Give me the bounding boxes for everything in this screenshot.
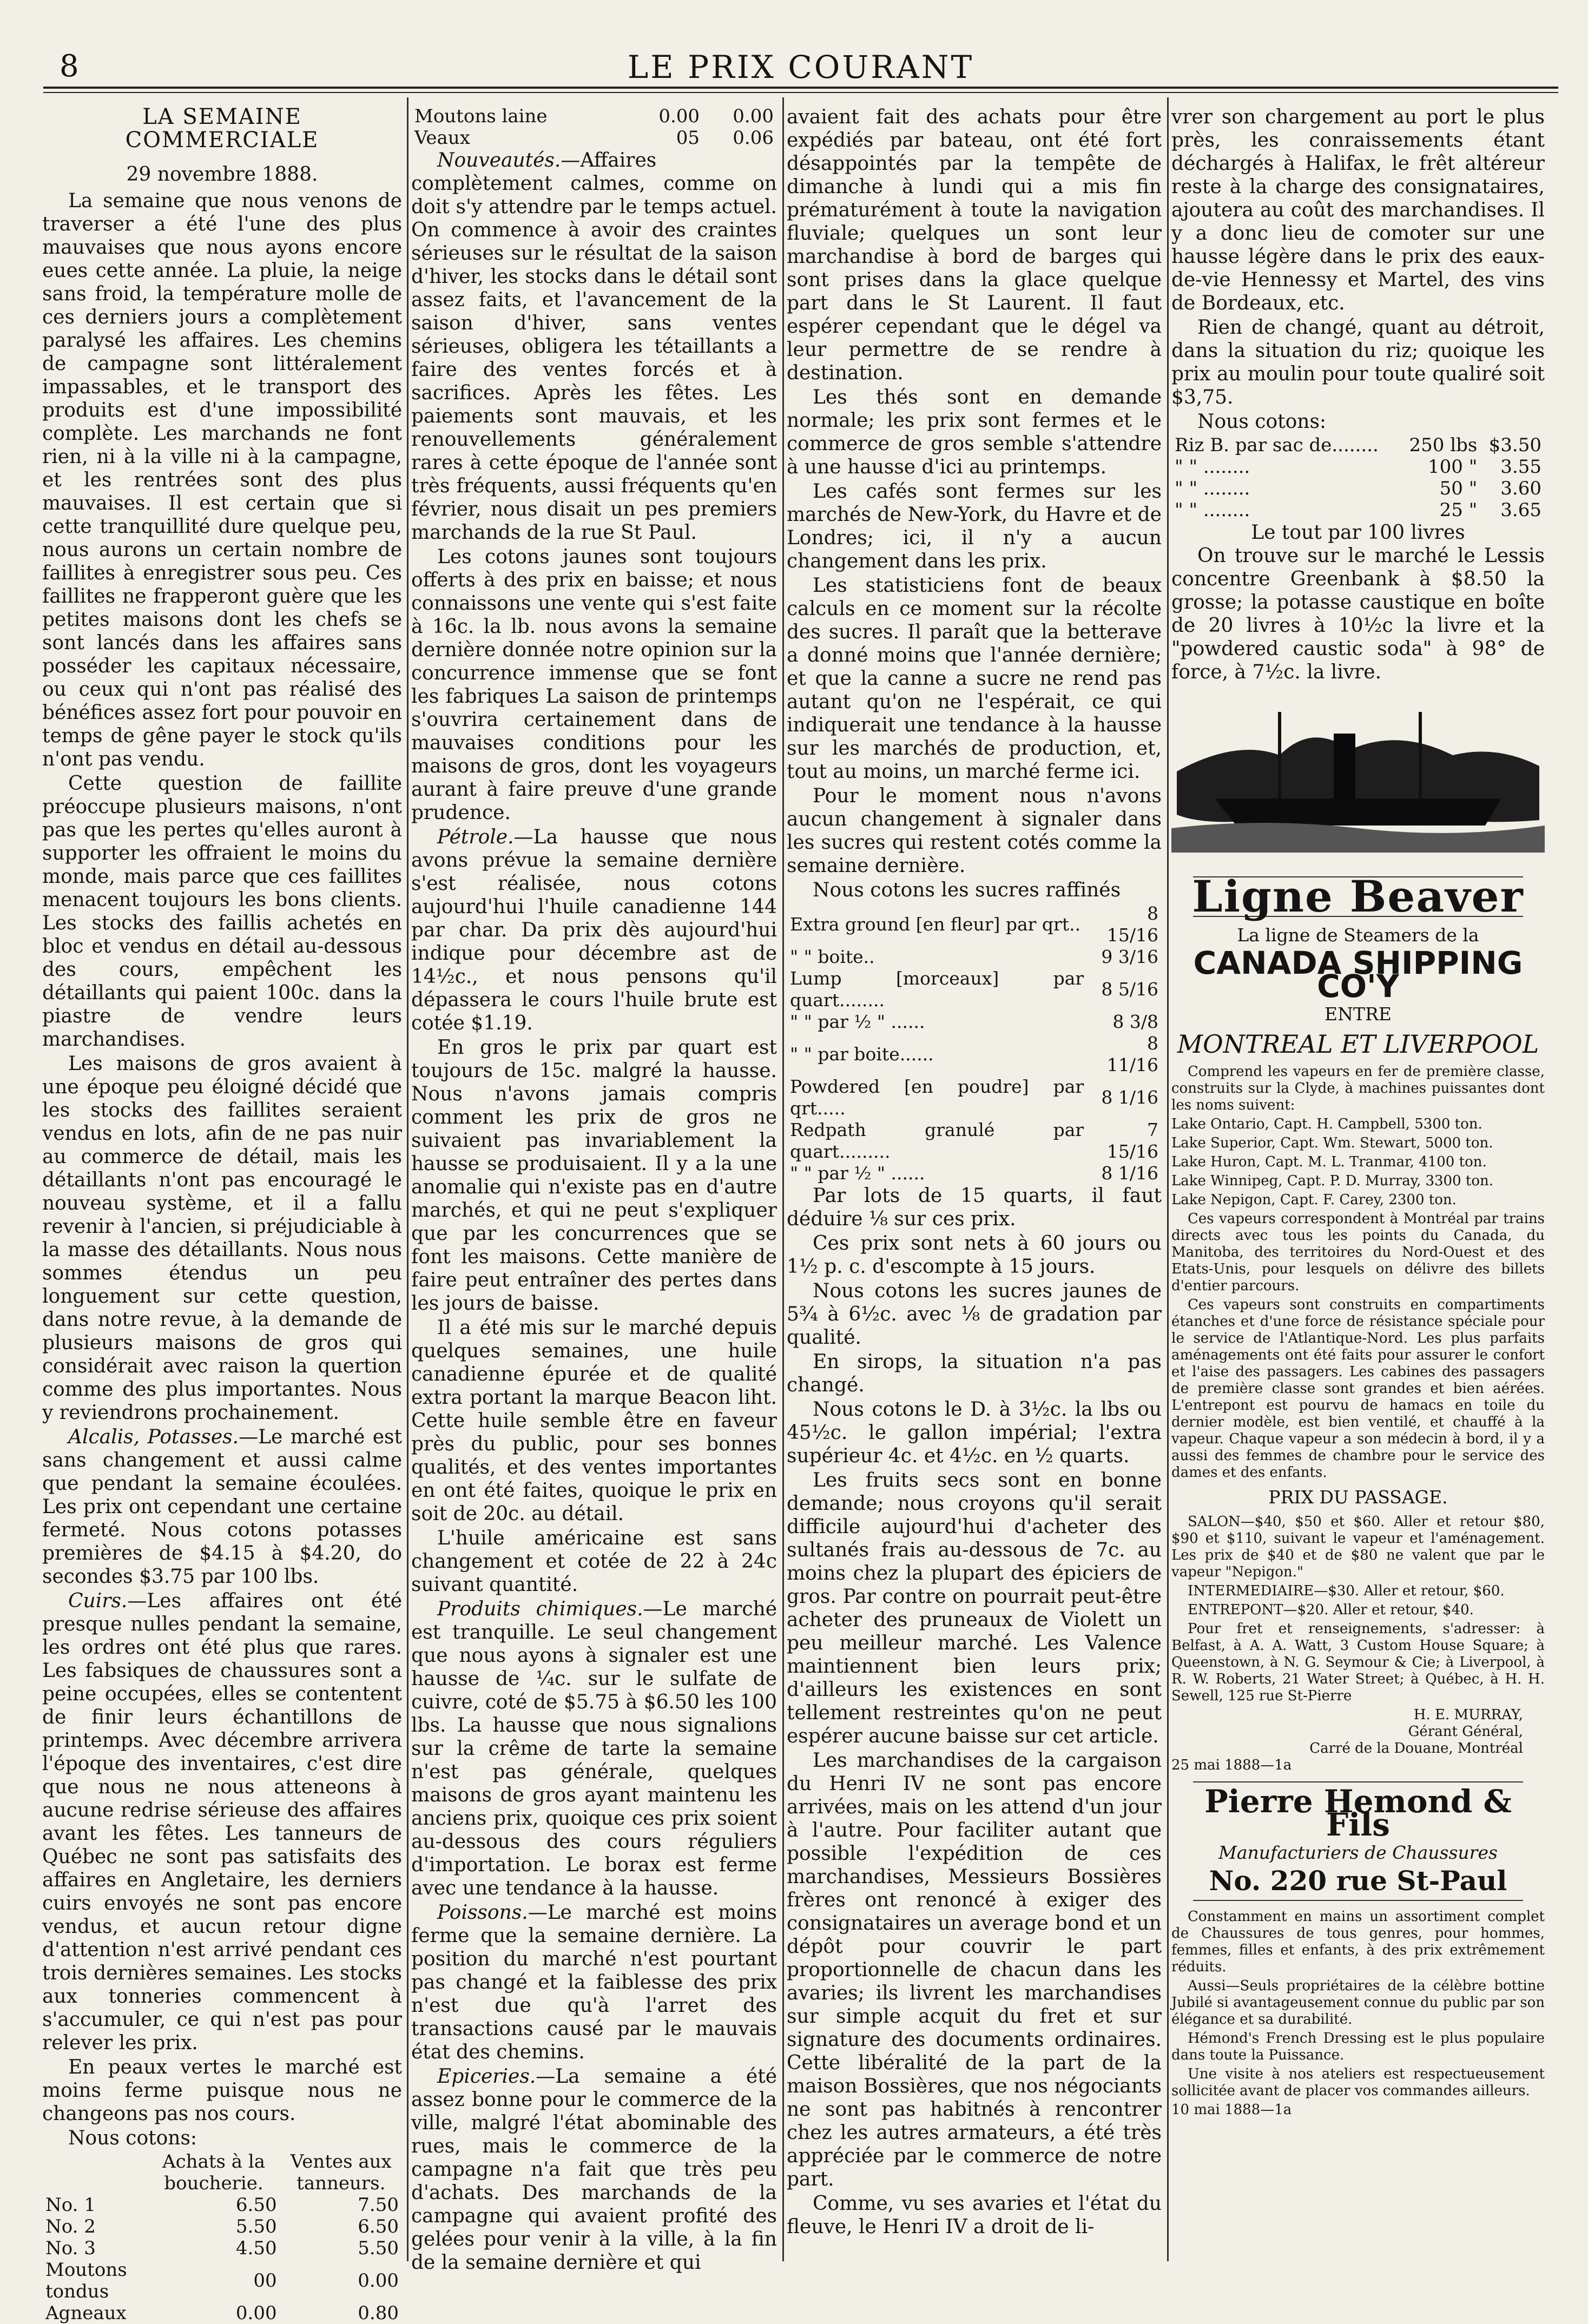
header-rule (43, 87, 1558, 93)
section-lead: Alcalis, Potasses. (68, 1426, 239, 1448)
paragraph: La semaine que nous venons de traverser a été l'une des plus mauvaises que nous ayons encore eues cette année. La pluie, la neige sans froid, la température molle de ces derniers jours a complètement paralysé les affaires. Les chemins de campagne sont littéralement impassables, et le transport des produits est d'une impossibilité complète. Les marchands ne font rien, ni à la ville ni à la campagne, et les rentrées sont des plus mauvaises. Il est certain que si cette tranquillité dure quelque peu, nous aurons un certain nombre de faillites à enregistrer sous peu. Ces faillites ne frapperont guère que les petites maisons dont les chefs se sont lancés dans les affaires sans posséder les capitaux nécessaire, ou ceux qui n'ont pas réalisé des bénéfices assez fort pour pouvoir en temps de gêne payer le stock qu'ils n'ont pas vendu. (42, 190, 402, 770)
paragraph: Les marchandises de la cargaison du Henri IV ne sont pas encore arrivées, mais on les attend d'un jour à l'autre. Pour faciliter autant que possible l'expédition de ces marchandises, Messieurs Bossières frères ont renoncé à exiger des consignataires un average bond et un dépôt pour couvrir le part proportionnelle de chacun dans les avaries; ils livrent les marchandises sur simple acquit du fret et sur signature des documents ordinaires. Cette libéralité de la part de la maison Bossières, que nos négociants ne sont pas habitnés à rencontrer chez les autres armateurs, a été très appréciée par le commerce de notre part. (787, 1749, 1162, 2190)
paragraph: Les maisons de gros avaient à une époque peu éloigné décidé que les stocks des faillites seraient vendus en lots, afin de ne pas nuir au commerce de détail, mais les détaillants n'ont pas encouragé le nouveau système, et il a fallu revenir à l'ancien, si préjudiciable à la masse des détaillants. Nous nous sommes étendus un peu longuement sur cette question, dans notre revue, à la demande de plusieurs maisons de gros qui considérait avec raison la quertion comme des plus importantes. Nous y reviendrons prochainement. (42, 1053, 402, 1424)
paragraph: Il a été mis sur le marché depuis quelques semaines, une huile canadienne épurée et de qualité extra portant la marque Beacon liht. Cette huile semble être en faveur près du public, pour ses bonnes qualités, et des ventes importantes en ont été faites, quoique le prix en soit de 20c. au détail. (411, 1317, 777, 1525)
hides-price-table (42, 2151, 402, 2324)
table-row: " " par ½ " ...... 8 1/16 (790, 1163, 1158, 1184)
hemond-address: No. 220 rue St-Paul (1209, 1865, 1507, 1897)
table-row: " " par ½ " ...... 8 3/8 (790, 1011, 1158, 1032)
paragraph: Cette question de faillite préoccupe plusieurs maisons, n'ont pas que les pertes qu'elles auront à supporter les offraient le moins du monde, mais parce que ces faillites menacent toujours les bons clients. Les stocks des faillis achetés en bloc et vendus en détail au-dessous des cours, empêchent les détaillants qui paient 100c. dans la piastre de vendre leurs marchandises. (42, 773, 402, 1051)
paragraph: avaient fait des achats pour être expédiés par bateau, ont été fort désappointés par la tempête de dimanche à lundi qui a mis fin prématurément à toute la navigation fluviale; quelques un sont leur marchandise à bord de barges qui sont prises dans la glace quelque part dans le St Laurent. Il faut espérer cependant que le dégel va leur permettre de se rendre à destination. (787, 106, 1162, 384)
paragraph: Nous cotons: (1197, 411, 1327, 433)
paragraph: Ces prix sont nets à 60 jours ou 1½ p. c. d'escompte à 15 jours. (787, 1232, 1162, 1278)
paragraph: Les fruits secs sont en bonne demande; nous croyons qu'il serait difficile aujourd'hui d'acheter des sultanés frais au-dessous de 7c. au moins chez la plupart des épiciers de gros. Par contre on pourrait peut-être acheter des pruneaux de Violett un peu meilleur marché. Les Valence maintiennent bien leurs prix; d'ailleurs les existences en sont tellement restreintes qu'on ne peut espérer aucune baisse sur cet article. (787, 1469, 1162, 1747)
steamship-illustration (1171, 690, 1545, 853)
ad-company: CANADA SHIPPING CO'Y (1193, 945, 1523, 1005)
divider (1193, 1781, 1523, 1782)
column-1 (42, 104, 402, 2324)
divider (1193, 1900, 1523, 1901)
table-row: Extra ground [en fleur] par qrt.. 8 15/16 (790, 903, 1158, 946)
section-lead: Pétrole. (437, 826, 514, 848)
table-row: No. 3 4.50 5.50 (45, 2237, 399, 2259)
paragraph: vrer son chargement au port le plus près, les conraissements étant déchargés à Halifax, le frêt altéreur reste à la charge des consignataires, ajoutera au coût des marchandises. Il y a donc lieu de comoter sur une hausse légère dans le prix des eaux-de-vie Hennessy et Martel, des vins de Bordeaux, etc. (1171, 106, 1545, 314)
ad-route: MONTREAL ET LIVERPOOL (1177, 1029, 1539, 1059)
paragraph: On trouve sur le marché le Lessis concentre Greenbank à $8.50 la grosse; la potasse caustique en boîte de 20 livres à 10½c la livre et la "powdered caustic soda" à 98° de force, à 7½c. la livre. (1171, 545, 1545, 683)
rice-price-table (1171, 434, 1545, 521)
table-row: No. 1 6.50 7.50 (45, 2194, 399, 2216)
paragraph: Les cotons jaunes sont toujours offerts à des prix en baisse; et nous connaissons une vente qui s'est faite à 16c. la lb. nous avons la semaine dernière donnée notre opinion sur la concurrence immense que se font les fabriques La saison de printemps s'ouvrira certainement dans de mauvaises conditions pour les maisons de gros, dont les voyageurs aurant à faire preuve d'une grande prudence. (411, 546, 777, 824)
paragraph: Nous cotons le D. à 3½c. la lbs ou 45½c. le gallon impérial; l'extra supérieur 4c. et 4½c. en ½ quarts. (787, 1398, 1162, 1467)
table-row: " " ........ 25 " 3.65 (1175, 499, 1541, 521)
section-lead: Cuirs. (68, 1590, 128, 1612)
column-2 (411, 105, 777, 2274)
paragraph: Pour le moment nous n'avons aucun changement à signaler dans les sucres qui restent cotés comme la semaine dernière. (787, 785, 1162, 877)
table-row: " " par boite...... 8 11/16 (790, 1033, 1158, 1075)
section-lead: Nouveautés. (437, 149, 561, 171)
table-row: Moutons tondus 00 0.00 (45, 2259, 399, 2302)
table-row: No. 2 5.50 6.50 (45, 2216, 399, 2237)
hemond-name: Pierre Hemond & Fils (1204, 1783, 1512, 1843)
paragraph: Epiceries.—La semaine a été assez bonne pour le commerce de la ville, malgré l'état abominable des rues, mais le commerce de la campagne n'a fait que très peu d'achats. Des marchands de la campagne qui avaient profité des gelées pour venir à la ville, à la fin de la semaine dernière et qui (411, 2065, 777, 2274)
paragraph: Produits chimiques.—Le marché est tranquille. Le seul changement que nous ayons à signaler est une hausse de ¼c. sur le sulfate de cuivre, coté de $5.75 à $6.50 les 100 lbs. La hausse que nous signalions sur la crême de tarte la semaine n'est pas générale, quelques maisons de gros ayant maintenu les anciens prix, quoique ces prix soient au-dessous des cours réguliers d'importation. Le borax est ferme avec une tendance à la hausse. (411, 1598, 777, 1899)
ad-body: Comprend les vapeurs en fer de première classe, construits sur la Clyde, à machines puissantes dont les noms suivent: Lake Ontario, Capt. H. Campbell, 5300 ton. Lake Superior, Capt. Wm. Stewart, 5000 ton. Lake Huron, Capt. M. L. Tranmar, 4100 ton. Lake Winnipeg, Capt. P. D. Murray, 3300 ton. Lake Nepigon, Capt. F. Carey, 2300 ton. Ces vapeurs correspondent à Montréal par trains directs avec tous les points du Canada, du Manitoba, des territoires du Nord-Ouest et des Etats-Unis, pour lesquels on délivre des billets d'entier parcours. Ces vapeurs sont construits en compartiments étanches et d'une force de résistance spéciale pour le service de l'Atlantique-Nord. Les plus parfaits aménagements ont été faits pour assurer le confort et l'aise des passagers. Les cabines des passagers de première classe sont grandes et bien aérées. L'entrepont est pourvu de hamacs en toile du dernier modèle, est bien ventilé, et chauffé à la vapeur. Chaque vapeur a son médecin à bord, il y a aussi des femmes de chambre pour le service des dames et des enfants. (1171, 1064, 1545, 1481)
paragraph: Alcalis, Potasses.—Le marché est sans changement et aussi calme que pendant la semaine écoulées. Les prix ont cependant une certaine fermeté. Nous cotons potasses premières de $4.15 à $4.20, do secondes $3.75 par 100 lbs. (42, 1426, 402, 1588)
table-row: Veaux 05 0.06 (414, 127, 774, 149)
ad-title: Ligne Beaver (1192, 871, 1524, 922)
paragraph: Nouveautés.—Affaires complètement calmes, comme on doit s'y attendre par le temps actuel. On commence à avoir des craintes sérieuses sur le résultat de la saison d'hiver, les stocks dans le détail sont assez faits, et l'avancement de la saison d'hiver, sans ventes sérieuses, obligera les tétaillants a faire des ventes forcés et à sacrifices. Après les fêtes. Les paiements sont mauvais, et les renouvellements généralement rares à cette époque de l'année sont très fréquents, aussi fréquents qu'en février, nous disait un pes premiers marchands de la rue St Paul. (411, 149, 777, 544)
paragraph: Cuirs.—Les affaires ont été presque nulles pendant la semaine, les ordres ont été plus que rares. Les fabsiques de chaussures sont a peine occupées, elles se contentent de finir leurs échantillons de printemps. Avec décembre arrivera l'époque des inventaires, c'est dire que nous ne nous atteneons à aucune redrise sérieuse des affaires avant les fêtes. Les tanneurs de Québec ne sont pas satisfaits des affaires en Angletaire, les derniers cuirs envoyés ne sont pas encore vendus, et aucun retour digne d'attention n'est arrivé pendant ces trois dernières semaines. Les stocks aux tonneries commencent à s'accumuler, ce qui n'est pas pour relever les prix. (42, 1590, 402, 2054)
section-lead: Epiceries. (437, 2065, 536, 2088)
table-row: Redpath granulé par quart......... 7 15/16 (790, 1119, 1158, 1162)
paragraph: Pétrole.—La hausse que nous avons prévue la semaine dernière s'est réalisée, nous cotons aujourd'hui l'huile canadienne 144 par char. Da prix dès aujourd'hui indique pour décembre ast de 14½c., et nous pensons qu'il dépassera le cours l'huile brute est cotée $1.19. (411, 826, 777, 1034)
column-3 (787, 105, 1162, 2248)
paragraph: En peaux vertes le marché est moins ferme puisque nous ne changeons pas nos cours. (42, 2056, 402, 2125)
section-lead: Produits chimiques. (437, 1598, 643, 1620)
paragraph: Comme, vu ses avaries et l'état du fleuve, le Henri IV a droit de li- (787, 2193, 1162, 2238)
table-row: Lump [morceaux] par quart........ 8 5/16 (790, 968, 1158, 1011)
hemond-subtitle: Manufacturiers de Chaussures (1218, 1842, 1498, 1863)
paragraph: Nous cotons les sucres jaunes de 5¾ à 6½c. avec ⅛ de gradation par qualité. (787, 1280, 1162, 1349)
paragraph: Les statisticiens font de beaux calculs en ce moment sur la récolte des sucres. Il paraît que la betterave a donné moins que l'année dernière; et que la canne a sucre ne rend pas autant qu'on ne l'espérait, ce qui indiquerait une tendance à la hausse sur les marchés de production, et, tout au moins, un marché ferme ici. (787, 575, 1162, 783)
table-row: " " boite.. 9 3/16 (790, 946, 1158, 967)
article-date: 29 novembre 1888. (126, 163, 318, 186)
paragraph: Nous cotons les sucres raffinés (813, 879, 1121, 901)
ad-subtitle: La ligne de Steamers de la (1237, 925, 1479, 946)
table-row: " " ........ 100 " 3.55 (1175, 456, 1541, 478)
table-row: " " ........ 50 " 3.60 (1175, 478, 1541, 499)
sugar-price-table (787, 903, 1162, 1184)
table-header-row: Achats à la boucherie. Ventes aux tanneurs. (162, 2151, 392, 2194)
masthead (43, 38, 1558, 87)
table-row: Moutons laine 0.00 0.00 (414, 105, 774, 127)
table-row: Agneaux 0.00 0.80 (45, 2302, 399, 2324)
passage-body: SALON—$40, $50 et $60. Aller et retour $80, $90 et $110, suivant le vapeur et l'aménagement. Les prix de $40 et de $80 ne valent que par le vapeur "Nepigon." INTERMEDIAIRE—$30. Aller et retour, $60. ENTREPONT—$20. Aller et retour, $40. Pour fret et renseignements, s'adresser: à Belfast, à A. A. Watt, 3 Custom House Square; à Queenstown, à N. G. Seymour & Cie; à Liverpool, à R. W. Roberts, 21 Water Street; à Québec, à H. H. Sewell, 125 rue St-Pierre (1171, 1514, 1545, 1704)
paragraph: Nous cotons: (68, 2127, 197, 2149)
column-4 (1171, 105, 1545, 2248)
ad-entre: ENTRE (1325, 1003, 1392, 1025)
column-divider (782, 97, 784, 2261)
hides-price-table-continued (411, 105, 777, 149)
paragraph: Les cafés sont fermes sur les marchés de New-York, du Havre et de Londres; ici, il n'y a aucun changement dans les prix. (787, 480, 1162, 572)
page-number: 8 (60, 49, 79, 84)
column-divider (407, 97, 408, 2261)
section-lead: Poissons. (437, 1902, 528, 1924)
rice-note: Le tout par 100 livres (1251, 521, 1465, 544)
paragraph: L'huile américaine est sans changement et cotée de 22 à 24c suivant quantité. (411, 1527, 777, 1596)
paragraph: Les thés sont en demande normale; les prix sont fermes et le commerce de gros semble s'attendre à une hausse d'ici au printemps. (787, 386, 1162, 478)
paragraph: Poissons.—Le marché est moins ferme que la semaine dernière. La position du marché n'est pourtant pas changé et la faiblesse des prix n'est due qu'à l'arret des transactions causé par le mauvais état des chemins. (411, 1902, 777, 2063)
hemond-body: Constamment en mains un assortiment complet de Chaussures de tous genres, pour hommes, femmes, filles et enfants, à des prix extrêmement réduits. Aussi—Seuls propriétaires de la célèbre bottine Jubilé si avantageusement connue du public par son élégance et sa durabilité. Hémond's French Dressing est le plus populaire dans toute la Puissance. Une visite à nos ateliers est respectueusement sollicitée avant de placer vos commandes ailleurs. 10 mai 1888—1a (1171, 1909, 1545, 2118)
beaver-line-ad (1171, 685, 1545, 2118)
paragraph: En gros le prix par quart est toujours de 15c. malgré la hausse. Nous n'avons jamais compris comment les prix de gros ne suivaient pas invariablement la hausse se produisaient. Il y a la une anomalie qui n'existe pas en d'autre marchés, et qui ne peut s'expliquer que par les concurrences que se font les maisons. Cette manière de faire peut entraîner des pertes dans les jours de baisse. (411, 1036, 777, 1315)
running-title: LE PRIX COURANT (627, 49, 974, 85)
table-row: Riz B. par sac de........ 250 lbs $3.50 (1175, 434, 1541, 456)
paragraph: Par lots de 15 quarts, il faut déduire ⅛ sur ces prix. (787, 1185, 1162, 1230)
column-divider (1167, 97, 1169, 2261)
paragraph: En sirops, la situation n'a pas changé. (787, 1351, 1162, 1396)
ad-signature: H. E. MURRAY, Gérant Général, Carré de la Douane, Montréal (1309, 1707, 1523, 1757)
ad-date: 25 mai 1888—1a (1171, 1757, 1292, 1773)
paragraph: Rien de changé, quant au détroit, dans la situation du riz; quoique les prix au moulin pour toute qualiré soit $3,75. (1171, 316, 1545, 408)
article-heading: LA SEMAINE COMMERCIALE (125, 104, 319, 153)
passage-title: PRIX DU PASSAGE. (1268, 1487, 1448, 1508)
table-row: Powdered [en poudre] par qrt..... 8 1/16 (790, 1076, 1158, 1119)
